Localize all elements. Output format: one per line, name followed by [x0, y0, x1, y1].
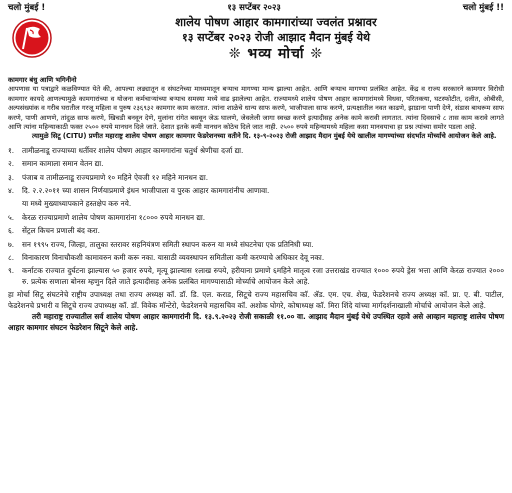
- intro-section: [8, 76, 504, 142]
- title-block: [48, 14, 504, 63]
- list-item: १. तामीळनाडू राज्याच्या धर्तीवर शालेय पोषण आहार कामगारांना चतुर्थ श्रेणीचा दर्जा द्या.: [8, 145, 244, 155]
- list-item: २. समान कामाला समान वेतन द्या.: [8, 159, 104, 169]
- resolution-lead: त्यामुळे सिटू (CITU) प्रणीत महाराष्ट्र शालेय पोषण आहार कामगार फेडरेशनच्या वतीने दि. १३-९-२०२३ रोजी आझाद मैदान मुंबई येथे खालील मागण्यांच्या संदर्भात मोर्च्याचे आयोजन केले आहे.: [32, 132, 497, 141]
- title-morcha: ❊ भव्य मोर्चा ❊: [228, 46, 324, 62]
- list-item: ७. सन १९९५ राज्य, जिल्हा, तालुका स्तरावर सहनियंत्रण समिती स्थापन करुन या मध्ये संघटनेचा एक प्रतिनिधी घ्या.: [8, 239, 314, 249]
- organizers-paragraph: हा मोर्चा सिटू संघटनेचे राष्ट्रीय उपाध्यक्ष तथा राज्य अध्यक्ष कॉ. डॉ. डि. एल. कराड, सिटूचे राज्य महासचिव कॉ. ॲड. एम. एच. शेख, फेडरेशनचे राज्य अध्यक्ष कॉ. प्रा. ए. बी. पाटील, फेडरेशनचे प्रभारी व सिटूचे राज्य उपाध्यक्ष कॉ. डॉ. विवेक मॉन्टेरो, फेडरेशनचे महासचिव कॉ. अशोक घोगरे, कोषाध्यक्ष कॉ. मिरा शिंदे यांच्या मार्गदर्शनाखाली मोर्चाचे आयोजन केले आहे.: [8, 289, 504, 310]
- title-line-1: शालेय पोषण आहार कामगारांच्या ज्वलंत प्रश्नावर: [175, 15, 377, 29]
- intro-paragraph: आपणास या पत्राद्वारे कळविण्यात येते की, आपल्या लढ्यातून व संघटनेच्या माध्यमातून बऱ्याच मागण्या मान्य झाल्या आहेत. आणि बऱ्याच मागण्या प्रलंबित आहेत. केंद्र व राज्य सरकारने कामगार विरोधी कामगार कायदे आणल्यामुळे कामगारांच्या व योजना कर्मचाऱ्यांच्या बऱ्याच समस्या मध्ये वाढ झालेल्या आहेत. राज्यामध्ये शालेय पोषण आहार कामगारांमध्ये विधवा, परितक्त्या, घटस्फोटीत, दलीत, ओबीसी, अल्पसंख्यांक व गरीब घरातील गरजू महिला व पुरुष २३६९३२ कामगार काम करतात. त्यांना शाळेचे धान्य साफ करणे, भाजीपाला साफ करणे, प्रत्यक्षातील नवत काढणे, झाडाना पाणी देणे, संडास बाथरूम साफ करणे, पाणी आणणे, तांदुळ साफ करणे, खिचडी बनवून देणे, मुलांना रांगेत बसवून जेऊ घालणे, जेवलेली जागा स्वच्छ करणे इत्यादीसह अनेक कामे करावी लागतात. त्यांना दिवसाचे ८ तास काम करावे लागते आणि त्यांना महिन्याकाठी फक्त २५०० रुपये मानधन दिले जाते. देशात इतके कमी मानधन कोठेच दिले जात नाही. २५०० रुपये महिन्यामध्ये महिला कसा मानवयाचा हा प्रश्न त्यांच्या समोर पडला आहे.: [8, 85, 504, 132]
- list-item: ५. केरळ राज्याप्रमाणे शालेय पोषण कामगारांना १८००० रुपये मानधन द्या.: [8, 212, 206, 222]
- list-item: ३. पंजाब व तामीळनाडू राज्यप्रमाणे १० महिने ऐवजी १२ महिने मानधन द्या.: [8, 172, 209, 182]
- list-item: ८. विनाकारण विनाचौकशी कामावरुन कमी करू नका. यासाठी व्यवस्थापन समितीला कमी करण्याचे अधिकार देवू नका.: [8, 253, 325, 263]
- appeal-paragraph: तरी महाराष्ट्र राज्यातील सर्व शालेय पोषण आहार कामगारांनी दि. १३.९.२०२३ रोजी सकाळी ११.०० वा. आझाद मैदान मुंबई येथे उपस्थित रहावे असे आव्हान महाराष्ट्र शालेय पोषण आहार कामगार संघटन फेडरेशन सिटूने केले आहे.: [8, 311, 504, 332]
- list-item: ६. सेंट्रल किचन प्रणाली बंद करा.: [8, 226, 101, 236]
- union-flag-logo: [12, 18, 52, 58]
- slogan-right: चलो मुंबई !!: [462, 3, 504, 13]
- date-header: १३ सप्टेंबर २०२३: [227, 3, 281, 13]
- top-slogans: [8, 3, 504, 14]
- list-item: या मध्ये मुख्याध्यापकाने हस्तक्षेप करु नये.: [22, 199, 132, 209]
- list-item: ९. कर्नाटक राज्यात दुर्घटना झाल्यास ५० हजार रुपये, मृत्यू झाल्यास १लाख रुपये, हरीयाना प्रमाणे ६महिने मातृत्व रजा उत्तराखंड राज्यात १००० रुपये ड्रेस भत्ता आणि केरळ राज्यात २००० रु. प्रत्येक सणाला बोनस म्हणुन दिले जाते इत्यादीसह अनेक प्रलंबित मागण्यासाठी मोर्च्याचे आयोजन केले आहे.: [8, 265, 504, 286]
- title-line-2: १३ सप्टेंबर २०२३ रोजी आझाद मैदान मुंबई येथे: [182, 31, 370, 44]
- header: [8, 14, 504, 76]
- slogan-left: चलो मुंबई !: [8, 3, 46, 13]
- salutation: कामगार बंधु आणि भगिनीनो: [8, 76, 77, 84]
- list-item: ४. दि. २.२.२०११ च्या शासन निर्णयाप्रमाणे इंधन भाजीपाला व पुरक आहार कामगारांनीच आणावा.: [8, 186, 270, 196]
- demands-list: [8, 144, 504, 289]
